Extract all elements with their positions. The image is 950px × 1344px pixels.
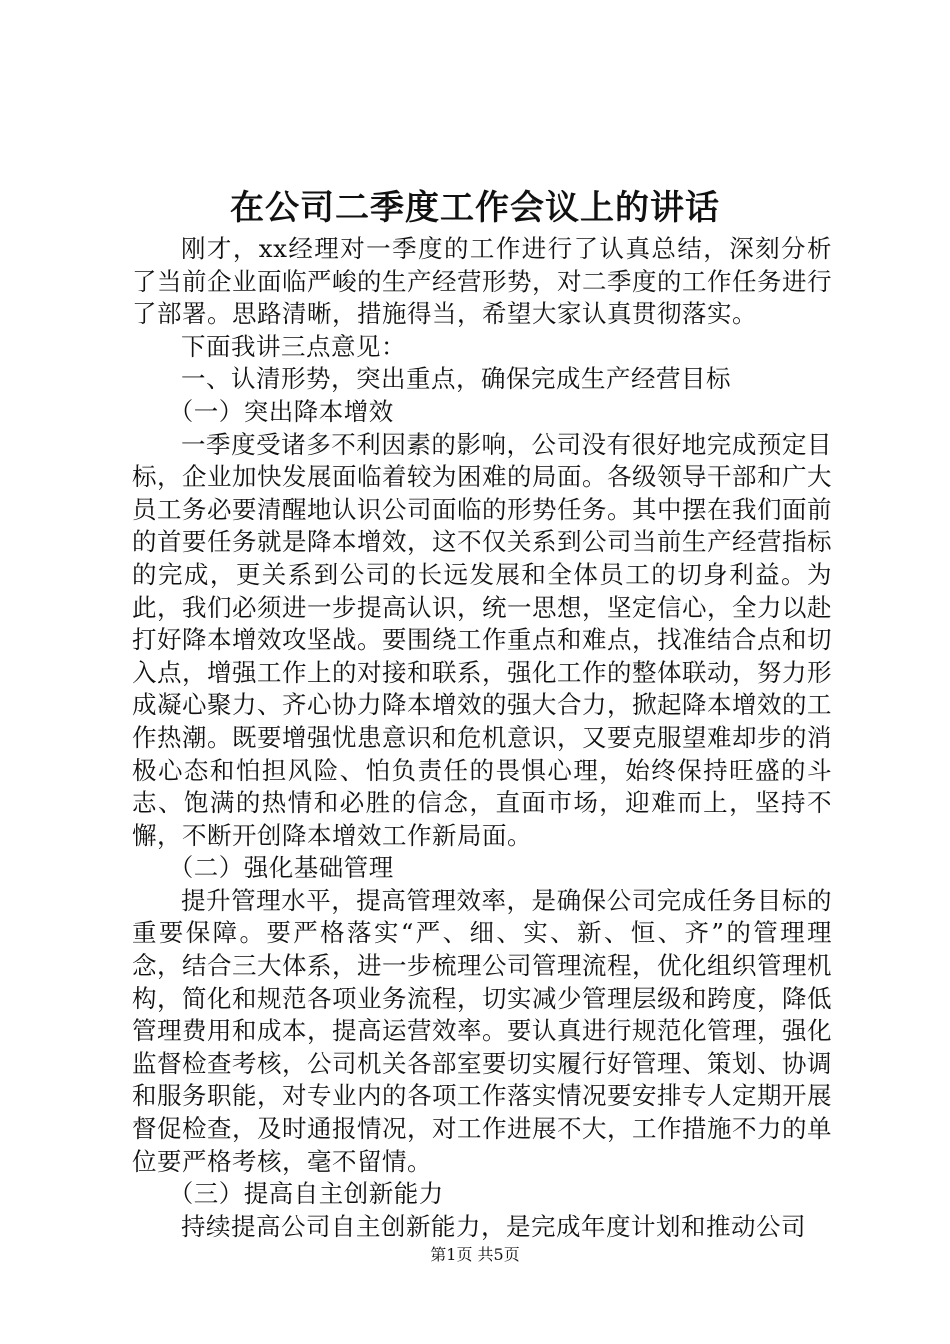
document-body (132, 233, 832, 1243)
subsection-heading-2: （二）强化基础管理 (168, 853, 394, 883)
paragraph-innovation: 持续提高公司自主创新能力，是完成年度计划和推动公司 (181, 1211, 806, 1241)
paragraph-intro: 刚才，xx经理对一季度的工作进行了认真总结，深刻分析了当前企业面临严峻的生产经营形势，对二季度的工作任务进行了部署。思路清晰，措施得当，希望大家认真贯彻落实。 (132, 234, 832, 329)
paragraph-management: 提升管理水平，提高管理效率，是确保公司完成任务目标的重要保障。要严格落实“严、细、实、新、恒、齐”的管理理念，结合三大体系，进一步梳理公司管理流程，优化组织管理机构，简化和规范各项业务流程，切实减少管理层级和跨度，降低管理费用和成本，提高运营效率。要认真进行规范化管理，强化监督检查考核，公司机关各部室要切实履行好管理、策划、协调和服务职能，对专业内的各项工作落实情况要安排专人定期开展督促检查，及时通报情况，对工作进展不大，工作措施不力的单位要严格考核，毫不留情。 (132, 885, 832, 1176)
paragraph-cost-reduction: 一季度受诸多不利因素的影响，公司没有很好地完成预定目标，企业加快发展面临着较为困难的局面。各级领导干部和广大员工务必要清醒地认识公司面临的形势任务。其中摆在我们面前的首要任务就是降本增效，这不仅关系到公司当前生产经营指标的完成，更关系到公司的长远发展和全体员工的切身利益。为此，我们必须进一步提高认识，统一思想，坚定信心，全力以赴打好降本增效攻坚战。要围绕工作重点和难点，找准结合点和切入点，增强工作上的对接和联系，强化工作的整体联动，努力形成凝心聚力、齐心协力降本增效的强大合力，掀起降本增效的工作热潮。既要增强忧患意识和危机意识，又要克服望难却步的消极心态和怕担风险、怕负责任的畏惧心理，始终保持旺盛的斗志、饱满的热情和必胜的信念，直面市场，迎难而上，坚持不懈，不断开创降本增效工作新局面。 (132, 429, 832, 850)
document-title: 在公司二季度工作会议上的讲话 (230, 188, 720, 228)
paragraph-opinions: 下面我讲三点意见： (181, 331, 406, 361)
page-number-footer: 第1页 共5页 (430, 1245, 520, 1264)
section-heading-1: 一、认清形势，突出重点，确保完成生产经营目标 (181, 364, 731, 394)
subsection-heading-1: （一）突出降本增效 (168, 396, 394, 426)
subsection-heading-3: （三）提高自主创新能力 (168, 1179, 444, 1209)
